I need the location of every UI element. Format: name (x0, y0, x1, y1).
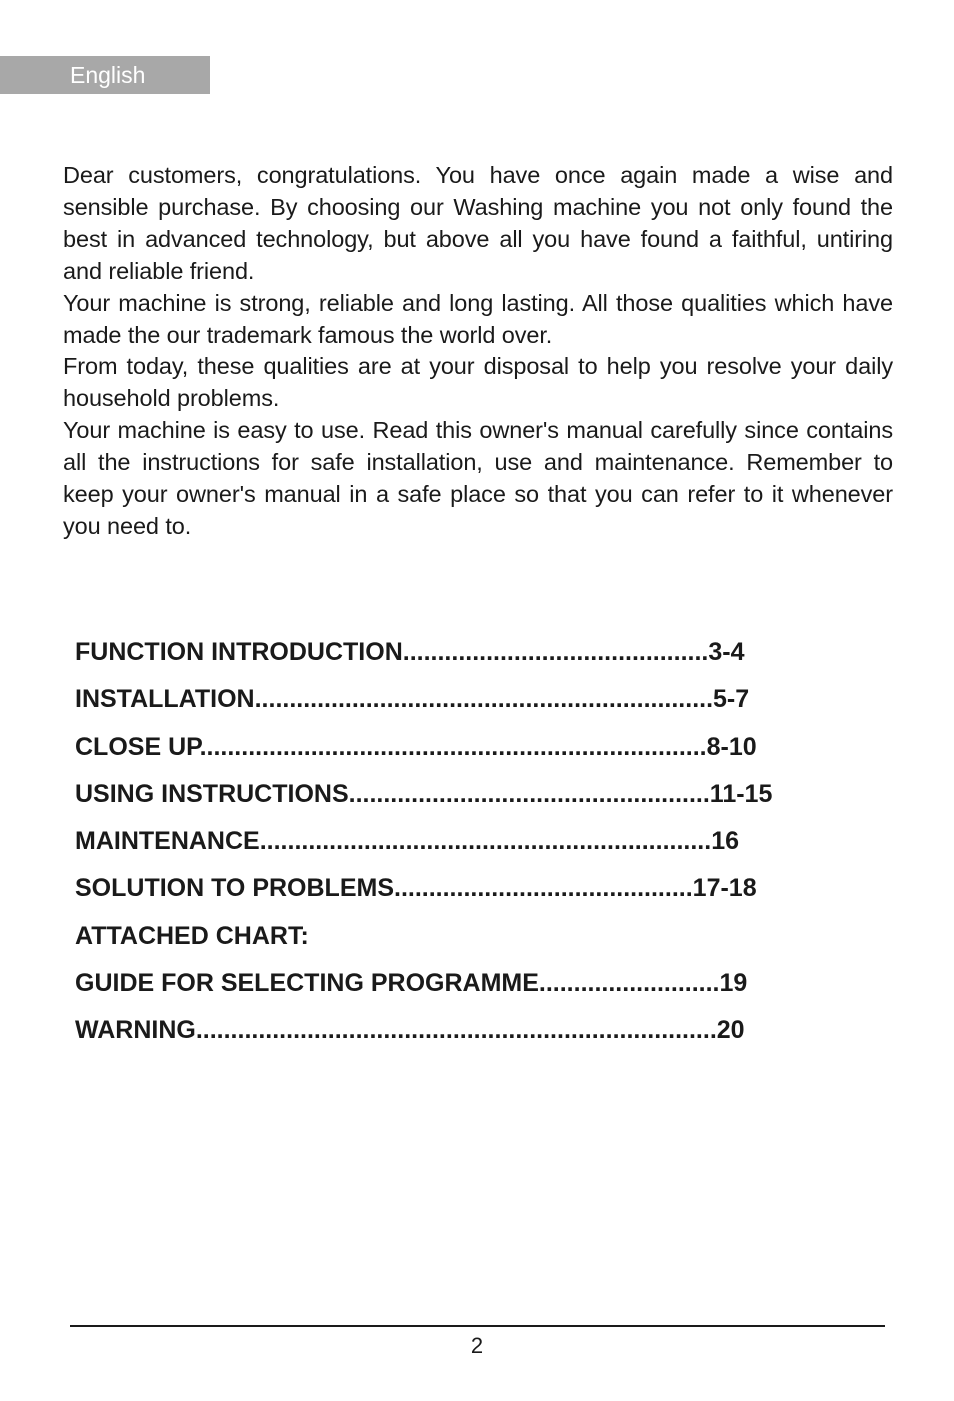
intro-paragraph: Your machine is strong, reliable and long lasting. All those qualities which have made the our trademark famous the world over. (63, 289, 893, 348)
toc-heading: ATTACHED CHART: (75, 921, 309, 950)
intro-text (63, 160, 893, 543)
toc-entry: INSTALLATION..................................................................5-7 (75, 685, 750, 714)
toc-entry: USING INSTRUCTIONS....................................................11-15 (75, 779, 773, 808)
table-of-contents (75, 632, 772, 1058)
language-tab: English (0, 56, 210, 94)
toc-entry: SOLUTION TO PROBLEMS...........................................17-18 (75, 874, 757, 903)
intro-paragraph: Your machine is easy to use. Read this owner's manual carefully since contains all the instructions for safe installation, use and maintenance. Remember to keep your owner's manual in a safe place so that you can refer to it whenever you need to. (63, 417, 893, 539)
toc-entry: MAINTENANCE.................................................................16 (75, 827, 740, 856)
intro-paragraph: Dear customers, congratulations. You have once again made a wise and sensible purchase. By choosing our Washing machine you not only found the best in advanced technology, but above all you have found a faithful, untiring and reliable friend. (63, 162, 893, 284)
page-number: 2 (470, 1333, 484, 1358)
toc-entry: CLOSE UP.........................................................................8-10 (75, 732, 757, 761)
toc-entry: FUNCTION INTRODUCTION............................................3-4 (75, 638, 745, 666)
toc-entry: WARNING...........................................................................20 (75, 1016, 745, 1045)
intro-paragraph: From today, these qualities are at your disposal to help you resolve your daily household problems. (63, 353, 893, 412)
toc-entry: GUIDE FOR SELECTING PROGRAMME..........................19 (75, 969, 748, 998)
footer-divider (70, 1325, 885, 1327)
